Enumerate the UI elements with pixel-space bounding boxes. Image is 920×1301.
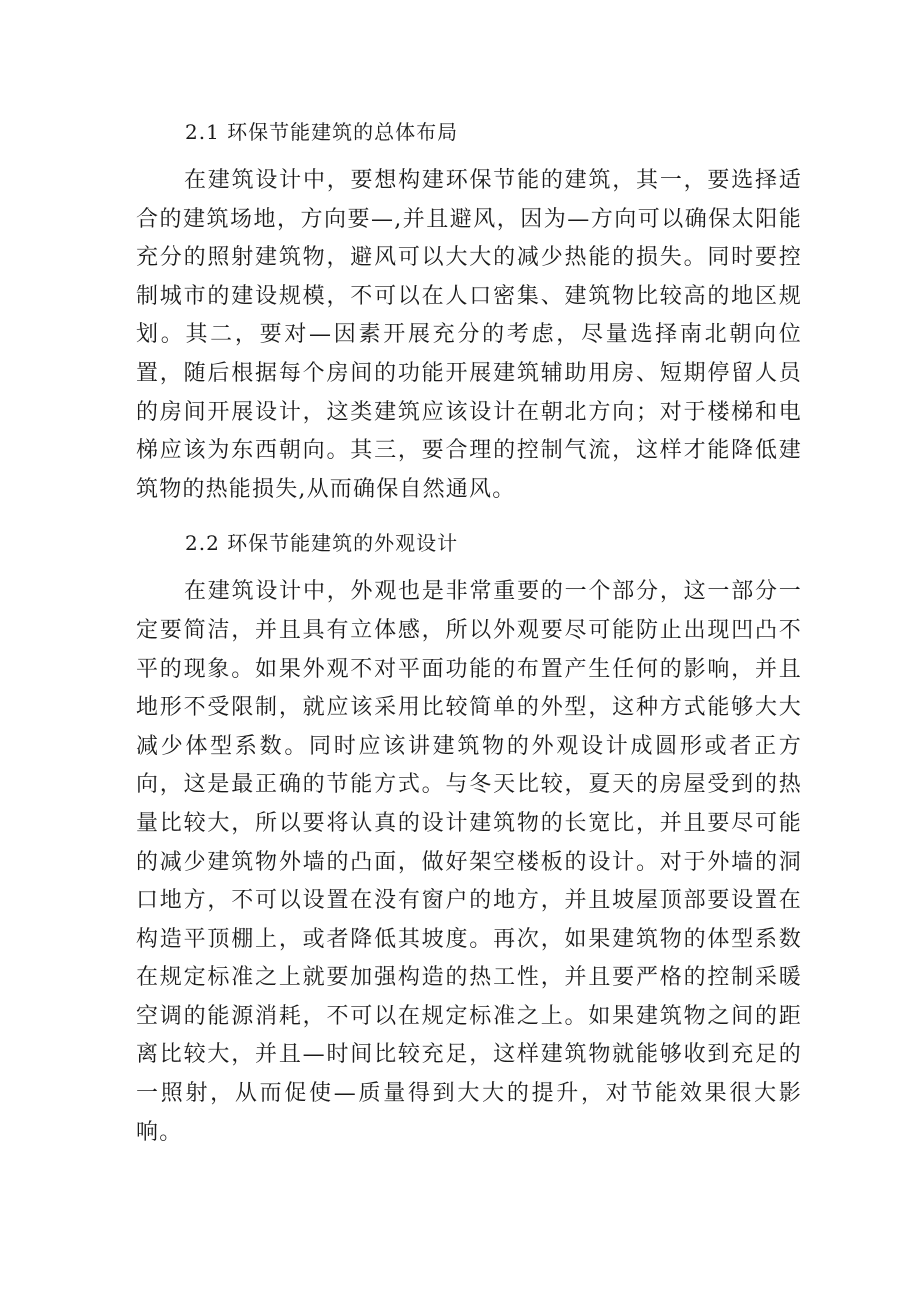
section-heading-2-2: 2.2 环保节能建筑的外观设计 bbox=[185, 531, 459, 556]
section-paragraph-2-1: 在建筑设计中，要想构建环保节能的建筑，其一，要选择适合的建筑场地，方向要—,并且避风，因为—方向可以确保太阳能充分的照射建筑物，避风可以大大的减少热能的损失。同时要控制城市的建设规模，不可以在人口密集、建筑物比较高的地区规划。其二，要对—因素开展充分的考虑，尽量选择南北朝向位置，随后根据每个房间的功能开展建筑辅助用房、短期停留人员的房间开展设计，这类建筑应该设计在朝北方向；对于楼梯和电梯应该为东西朝向。其三，要合理的控制气流，这样才能降低建筑物的热能损失,从而确保自然通风。 bbox=[136, 168, 802, 502]
section-heading-2-1: 2.1 环保节能建筑的总体布局 bbox=[185, 120, 459, 144]
document-body bbox=[136, 112, 802, 1152]
section-paragraph-2-2: 在建筑设计中，外观也是非常重要的一个部分，这一部分一定要简洁，并且具有立体感，所以外观要尽可能防止出现凹凸不平的现象。如果外观不对平面功能的布置产生任何的影响，并且地形不受限制，就应该采用比较简单的外型，这种方式能够大大减少体型系数。同时应该讲建筑物的外观设计成圆形或者正方向，这是最正确的节能方式。与冬天比较，夏天的房屋受到的热量比较大，所以要将认真的设计建筑物的长宽比，并且要尽可能的减少建筑物外墙的凸面，做好架空楼板的设计。对于外墙的洞口地方，不可以设置在没有窗户的地方，并且坡屋顶部要设置在构造平顶棚上，或者降低其坡度。再次，如果建筑物的体型系数在规定标准之上就要加强构造的热工性，并且要严格的控制采暖空调的能源消耗，不可以在规定标准之上。如果建筑物之间的距离比较大，并且—时间比较充足，这样建筑物就能够收到充足的一照射，从而促使—质量得到大大的提升，对节能效果很大影响。 bbox=[136, 579, 802, 1145]
